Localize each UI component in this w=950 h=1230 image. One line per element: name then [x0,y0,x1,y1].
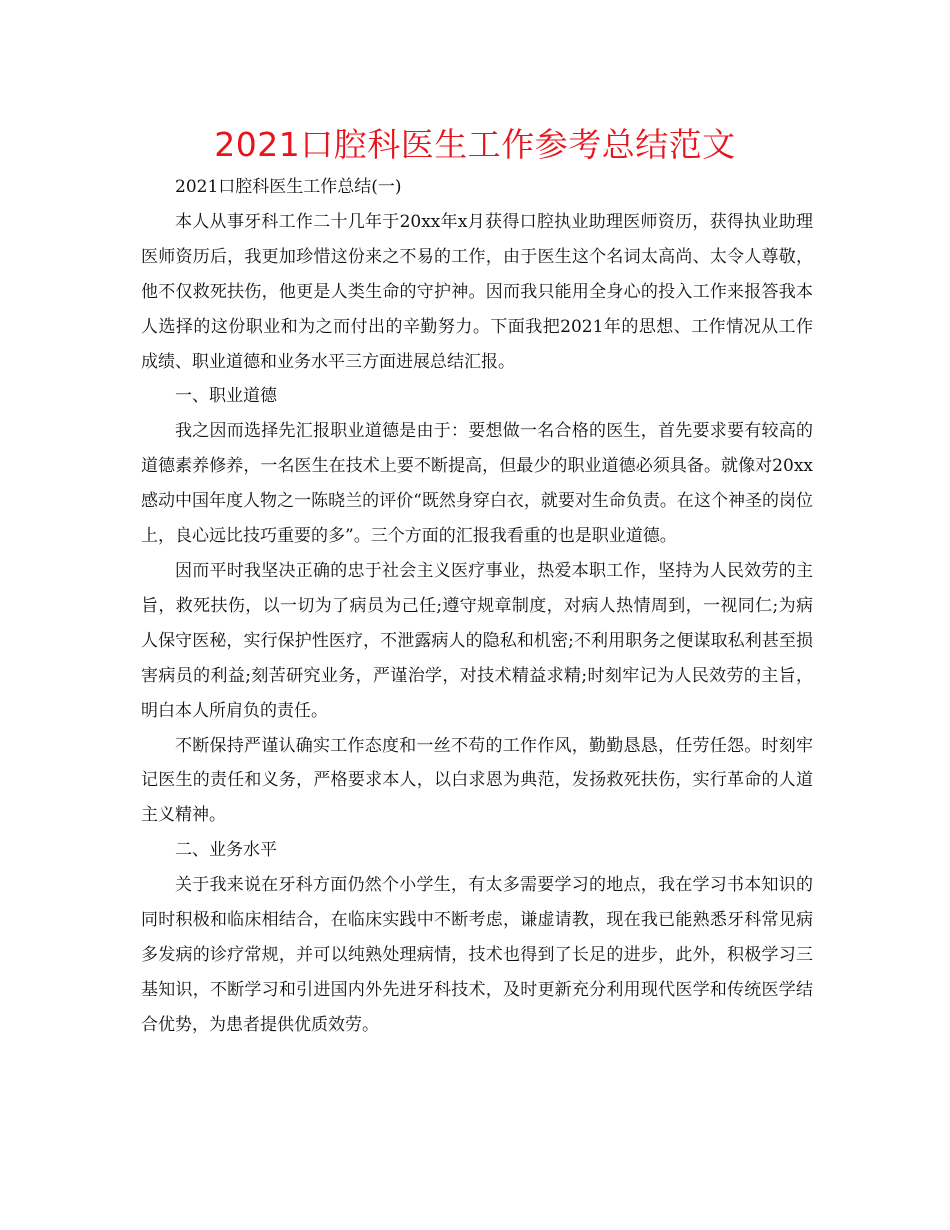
section-heading: 2021口腔科医生工作总结(一) [175,177,402,197]
paragraph: 因而平时我坚决正确的忠于社会主义医疗事业，热爱本职工作，坚持为人民效劳的主旨，救死扶伤，以一切为了病员为己任;遵守规章制度，对病人热情周到，一视同仁;为病人保守医秘，实行保护性医疗，不泄露病人的隐私和机密;不利用职务之便谋取私利甚至损害病员的利益;刻苦研究业务，严谨治学，对技术精益求精;时刻牢记为人民效劳的主旨，明白本人所肩负的责任。 [141,560,813,721]
paragraph: 我之因而选择先汇报职业道德是由于：要想做一名合格的医生，首先要求要有较高的道德素养修养，一名医生在技术上要不断提高，但最少的职业道德必须具备。就像对20xx感动中国年度人物之一陈晓兰的评价“既然身穿白衣，就要对生命负责。在这个神圣的岗位上，良心远比技巧重要的多”。三个方面的汇报我看重的也是职业道德。 [141,421,813,547]
section-heading: 一、职业道德 [175,386,277,407]
paragraph: 关于我来说在牙科方面仍然个小学生，有太多需要学习的地点，我在学习书本知识的同时积极和临床相结合，在临床实践中不断考虑，谦虚请教，现在我已能熟悉牙科常见病多发病的诊疗常规，并可以纯熟处理病情，技术也得到了长足的进步，此外，积极学习三基知识，不断学习和引进国内外先进牙科技术，及时更新充分利用现代医学和传统医学结合优势，为患者提供优质效劳。 [141,875,813,1035]
paragraph: 不断保持严谨认确实工作态度和一丝不苟的工作作风，勤勤恳恳，任劳任怨。时刻牢记医生的责任和义务，严格要求本人，以白求恩为典范，发扬救死扶伤，实行革命的人道主义精神。 [141,735,813,826]
section-heading: 二、业务水平 [175,840,277,861]
document-title: 2021口腔科医生工作参考总结范文 [214,125,736,164]
paragraph: 本人从事牙科工作二十几年于20xx年x月获得口腔执业助理医师资历，获得执业助理医师资历后，我更加珍惜这份来之不易的工作，由于医生这个名词太高尚、太令人尊敬，他不仅救死扶伤，他更是人类生命的守护神。因而我只能用全身心的投入工作来报答我本人选择的这份职业和为之而付出的辛勤努力。下面我把2021年的思想、工作情况从工作成绩、职业道德和业务水平三方面进展总结汇报。 [141,211,813,372]
document-body [141,170,813,1043]
